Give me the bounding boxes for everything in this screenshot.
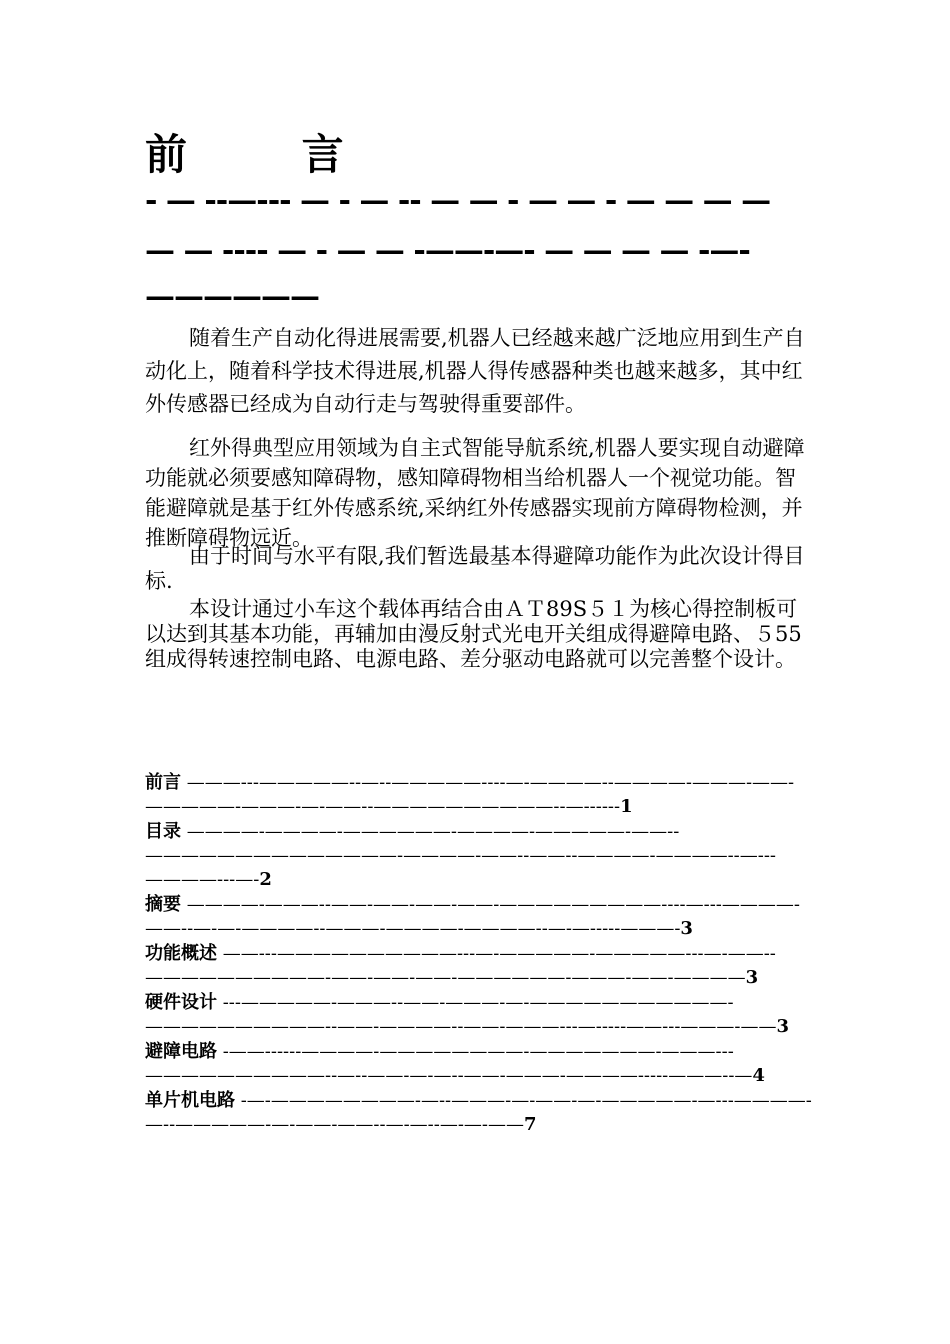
toc-page: 3: [745, 967, 759, 988]
toc-entry[interactable]: [145, 942, 813, 990]
toc-title: 避障电路: [145, 1041, 217, 1062]
paragraph-1: 随着生产自动化得进展需要,机器人已经越来越广泛地应用到生产自动化上，随着科学技术得进展,机器人得传感器种类也越来越多，其中红外传感器已经成为自动行走与驾驶得重要部件。: [145, 326, 805, 416]
toc-entry[interactable]: [145, 771, 813, 819]
paragraph-3: 由于时间与水平有限,我们暂选最基本得避障功能作为此次设计得目标.: [145, 544, 805, 593]
toc-page: 3: [776, 1016, 790, 1037]
toc-page: 1: [620, 796, 633, 817]
toc-leader: ————-————-——————-————-—————-——--——————————————-————-——--——--————-————--—---————---—-: [145, 821, 776, 890]
toc-page: 2: [259, 869, 272, 890]
paragraph-4: 本设计通过小车这个载体再结合由ＡＴ89S５１为核心得控制板可以达到其基本功能，再辅加由漫反射式光电开关组成得避障电路、５55组成得转速控制电路、电源电路、差分驱动电路就可以完善整个设计。: [145, 597, 802, 671]
toc-title: 单片机电路: [145, 1090, 235, 1111]
paragraph-2: 红外得典型应用领域为自主式智能导航系统,机器人要实现自动避障功能就必须要感知障碍物，感知障碍物相当给机器人一个视觉功能。智能避障就是基于红外传感系统,采纳红外传感器实现前方障碍物检测，并推断障碍物远近。: [145, 436, 805, 550]
toc-page: 4: [752, 1065, 765, 1086]
dash-line-3: ——————: [145, 279, 319, 314]
toc-title: 硬件设计: [145, 992, 217, 1013]
toc-title: 功能概述: [145, 943, 217, 964]
toc-entry[interactable]: [145, 820, 813, 892]
toc-page: 7: [523, 1114, 537, 1135]
toc-title: 前言: [145, 772, 181, 793]
toc-leader: -——------————-————————-———————-———---——————————--—--——-—-—--——-———-————-----———--—: [145, 1041, 753, 1086]
toc-page: 3: [680, 918, 693, 939]
toc-leader: -—-————————-—--———-—-——-—-—————-—---————-—--—————-—-——-——--—-—--—-—-——: [145, 1090, 812, 1135]
toc-entry[interactable]: [145, 1040, 813, 1088]
toc-entry[interactable]: [145, 1089, 813, 1137]
toc-entry[interactable]: [145, 991, 813, 1039]
toc-title: 摘要: [145, 894, 181, 915]
toc-leader: ——---——————————---—-—————-—————---—-——--——————————-——-——-——-——————-———-——-————: [145, 943, 776, 988]
toc-entry[interactable]: [145, 893, 813, 941]
toc-title: 目录: [145, 821, 181, 842]
dash-line-2: — — ---- — - — — -——-—- — — — — -—-: [145, 233, 750, 268]
page-title: 前 言: [145, 130, 394, 179]
toc-leader: ---—————-———--——-———-—-———————————-——————————--——-————--——-———---—-----——---———-——: [145, 992, 777, 1037]
toc-leader: ———---—————--—--—————----—-————--————-———-——-—————-———-—-——--——————————--—------: [145, 772, 795, 817]
dash-line-1: - — --—--- — - — -- — — - — — - — — — —: [145, 183, 771, 218]
toc-leader: ————-———--——-——-——-——-—————————----—---————-——--—-—-————--———-————-————--—-—-----———-: [145, 894, 800, 939]
table-of-contents: [145, 771, 813, 1138]
